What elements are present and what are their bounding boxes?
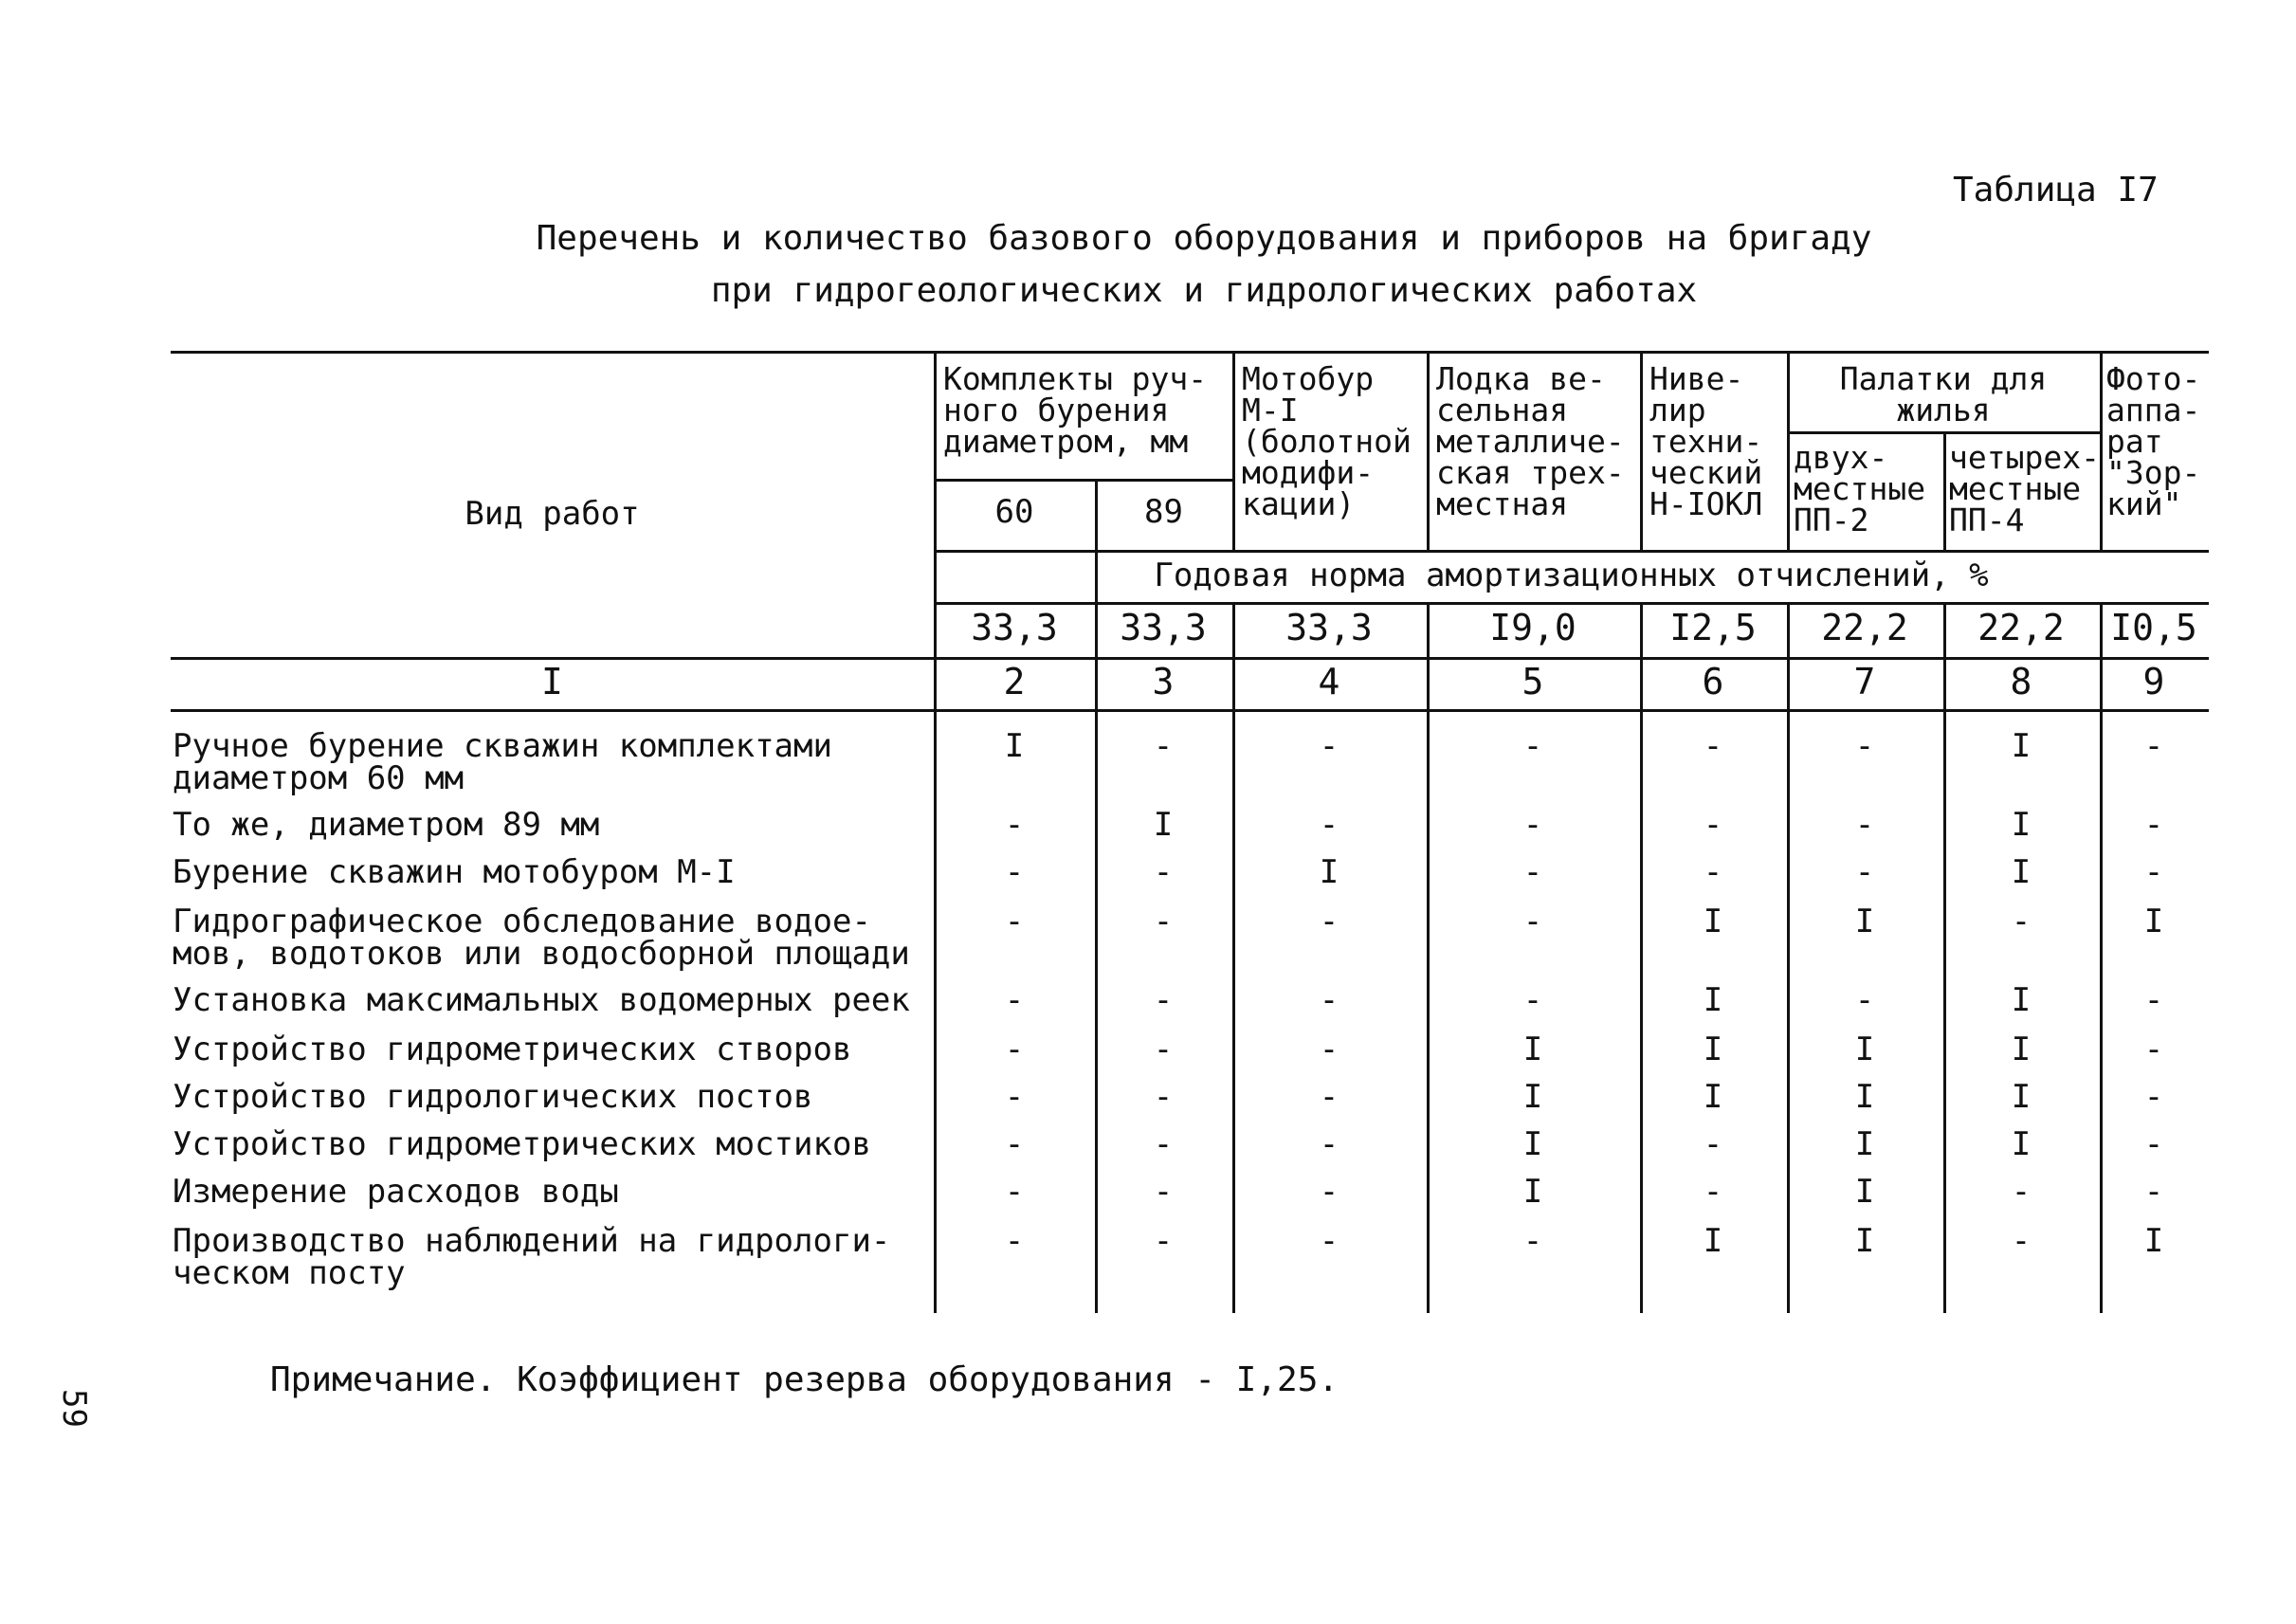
amortization-value: 22,2 [1821, 607, 1908, 648]
row-label: Ручное бурение скважин комплектами диаметром 60 мм [173, 727, 832, 797]
table-cell: - [2143, 1078, 2164, 1116]
table-cell: I [2143, 903, 2164, 940]
table-cell: I [2011, 806, 2032, 844]
subheader-tent-4: четырех- местные ПП-4 [1949, 439, 2100, 538]
table-cell: - [1319, 1078, 1339, 1116]
header-bottom-rule [171, 657, 2209, 660]
table-cell: - [1522, 806, 1543, 844]
table-cell: - [1319, 727, 1339, 765]
row-label: Устройство гидрологических постов [173, 1078, 813, 1116]
table-cell: - [1004, 853, 1025, 891]
subheader-d89: 89 [1144, 493, 1183, 531]
table-cell: - [1703, 1173, 1723, 1211]
column-number: 7 [1853, 661, 1876, 703]
table-cell: - [1153, 1078, 1174, 1116]
col-divider-7a [1943, 431, 1946, 550]
table-cell: I [1522, 1173, 1543, 1211]
table-cell: - [1522, 853, 1543, 891]
table-cell: I [1854, 903, 1875, 940]
table-cell: - [1004, 1078, 1025, 1116]
table-cell: - [1854, 806, 1875, 844]
table-cell: I [1153, 806, 1174, 844]
table-cell: - [1522, 727, 1543, 765]
header-camera: Фото- аппа- рат "Зор- кий" [2106, 360, 2201, 522]
row-label: Бурение скважин мотобуром М-I [173, 853, 736, 891]
table-cell: - [1522, 1222, 1543, 1260]
table-cell: - [1854, 853, 1875, 891]
table-cell: - [2143, 1031, 2164, 1068]
table-cell: I [2143, 1222, 2164, 1260]
table-cell: I [2011, 1078, 2032, 1116]
table-cell: I [1854, 1125, 1875, 1163]
table-title-line-1: Перечень и количество базового оборудования и приборов на бригаду [536, 219, 1872, 258]
table-cell: - [1854, 727, 1875, 765]
row-label: Установка максимальных водомерных реек [173, 981, 910, 1019]
col-divider-5a [1640, 351, 1643, 550]
table-cell: I [2011, 1031, 2032, 1068]
amortization-value: I0,5 [2110, 607, 2197, 648]
row-label: Измерение расходов воды [173, 1173, 619, 1211]
row-label: Производство наблюдений на гидрологи- ческом посту [173, 1222, 891, 1292]
table-cell: - [1153, 903, 1174, 940]
table-cell: I [1319, 853, 1339, 891]
table-cell: I [2011, 853, 2032, 891]
row-label: Устройство гидрометрических мостиков [173, 1125, 871, 1163]
table-cell: - [1004, 981, 1025, 1019]
table-cell: I [1703, 1031, 1723, 1068]
col-divider-4a [1427, 351, 1430, 550]
table-cell: - [1854, 981, 1875, 1019]
col-divider-8a [2100, 351, 2103, 550]
table-cell: - [1004, 1031, 1025, 1068]
table-cell: I [1703, 903, 1723, 940]
table-cell: - [1153, 1173, 1174, 1211]
table-cell: - [2011, 1222, 2032, 1260]
amortization-value: I2,5 [1669, 607, 1757, 648]
table-cell: - [1004, 1125, 1025, 1163]
column-number: 3 [1152, 661, 1175, 703]
header-level: Ниве- лир техни- ческий Н-IОКЛ [1649, 360, 1763, 522]
row-label: Устройство гидрометрических створов [173, 1031, 852, 1068]
amortization-label: Годовая норма амортизационных отчислений, % [1154, 557, 1989, 594]
amort-top-rule [934, 550, 2209, 553]
table-cell: - [2143, 1125, 2164, 1163]
table-cell: I [2011, 981, 2032, 1019]
table-cell: - [1153, 981, 1174, 1019]
table-cell: I [1004, 727, 1025, 765]
table-cell: - [2143, 981, 2164, 1019]
table-cell: I [1703, 1222, 1723, 1260]
subheader-tent-2: двух- местные ПП-2 [1794, 439, 1926, 538]
table-cell: I [1522, 1125, 1543, 1163]
table-cell: - [1319, 1173, 1339, 1211]
table-cell: I [1854, 1078, 1875, 1116]
amortization-value: 22,2 [1977, 607, 2065, 648]
drilling-sub-rule [934, 479, 1232, 482]
column-number: I [541, 661, 563, 703]
table-cell: - [1153, 1031, 1174, 1068]
column-number: 6 [1702, 661, 1724, 703]
table-cell: I [1854, 1222, 1875, 1260]
table-cell: - [1703, 727, 1723, 765]
header-motobur: Мотобур М-I (болотной модифи- кации) [1242, 360, 1412, 522]
amortization-value: 33,3 [971, 607, 1058, 648]
table-cell: - [1522, 981, 1543, 1019]
colnum-bottom-rule [171, 709, 2209, 712]
table-cell: - [1319, 1222, 1339, 1260]
table-cell: I [2011, 1125, 2032, 1163]
table-cell: I [1703, 981, 1723, 1019]
column-number: 4 [1318, 661, 1340, 703]
table-cell: - [1153, 853, 1174, 891]
table-cell: - [2143, 727, 2164, 765]
table-cell: - [1319, 1031, 1339, 1068]
table-cell: - [2011, 1173, 2032, 1211]
col-divider-3a [1232, 351, 1235, 550]
table-cell: - [1004, 1222, 1025, 1260]
amort-bottom-rule [934, 602, 2209, 605]
table-cell: I [2011, 727, 2032, 765]
table-cell: - [1522, 903, 1543, 940]
table-title-line-2: при гидрогеологических и гидрологических работах [710, 271, 1698, 310]
table-cell: - [1703, 806, 1723, 844]
table-cell: - [1703, 853, 1723, 891]
table-cell: - [1153, 1125, 1174, 1163]
table-cell: - [1004, 806, 1025, 844]
column-number: 5 [1522, 661, 1544, 703]
row-header: Вид работ [465, 495, 640, 533]
page-number: 59 [55, 1389, 93, 1428]
header-drilling-sets: Комплекты руч- ного бурения диаметром, мм [943, 360, 1208, 460]
table-cell: I [1522, 1031, 1543, 1068]
table-cell: - [1319, 1125, 1339, 1163]
table-cell: I [1522, 1078, 1543, 1116]
table-top-rule [171, 351, 2209, 354]
column-number: 9 [2142, 661, 2165, 703]
row-label: То же, диаметром 89 мм [173, 806, 600, 844]
table-cell: I [1854, 1031, 1875, 1068]
table-cell: - [2011, 903, 2032, 940]
table-cell: - [1703, 1125, 1723, 1163]
column-number: 2 [1003, 661, 1026, 703]
table-label: Таблица I7 [1953, 171, 2159, 210]
row-label: Гидрографическое обследование водое- мов, водотоков или водосборной площади [173, 903, 910, 973]
table-cell: - [1319, 806, 1339, 844]
table-cell: - [1004, 1173, 1025, 1211]
table-cell: - [2143, 1173, 2164, 1211]
column-number: 8 [2010, 661, 2032, 703]
amortization-value: 33,3 [1285, 607, 1373, 648]
table-note: Примечание. Коэффициент резерва оборудования - I,25. [270, 1360, 1339, 1399]
table-cell: - [1004, 903, 1025, 940]
table-cell: - [1319, 903, 1339, 940]
table-cell: I [1703, 1078, 1723, 1116]
amortization-value: 33,3 [1120, 607, 1207, 648]
header-boat: Лодка ве- сельная металличе- ская трех- местная [1436, 360, 1625, 522]
table-cell: - [2143, 806, 2164, 844]
table-cell: - [2143, 853, 2164, 891]
table-cell: - [1153, 1222, 1174, 1260]
subheader-d60: 60 [994, 493, 1034, 531]
amortization-value: I9,0 [1489, 607, 1576, 648]
table-cell: - [1319, 981, 1339, 1019]
table-cell: - [1153, 727, 1174, 765]
header-tents: Палатки для жилья [1839, 360, 2048, 429]
table-cell: I [1854, 1173, 1875, 1211]
